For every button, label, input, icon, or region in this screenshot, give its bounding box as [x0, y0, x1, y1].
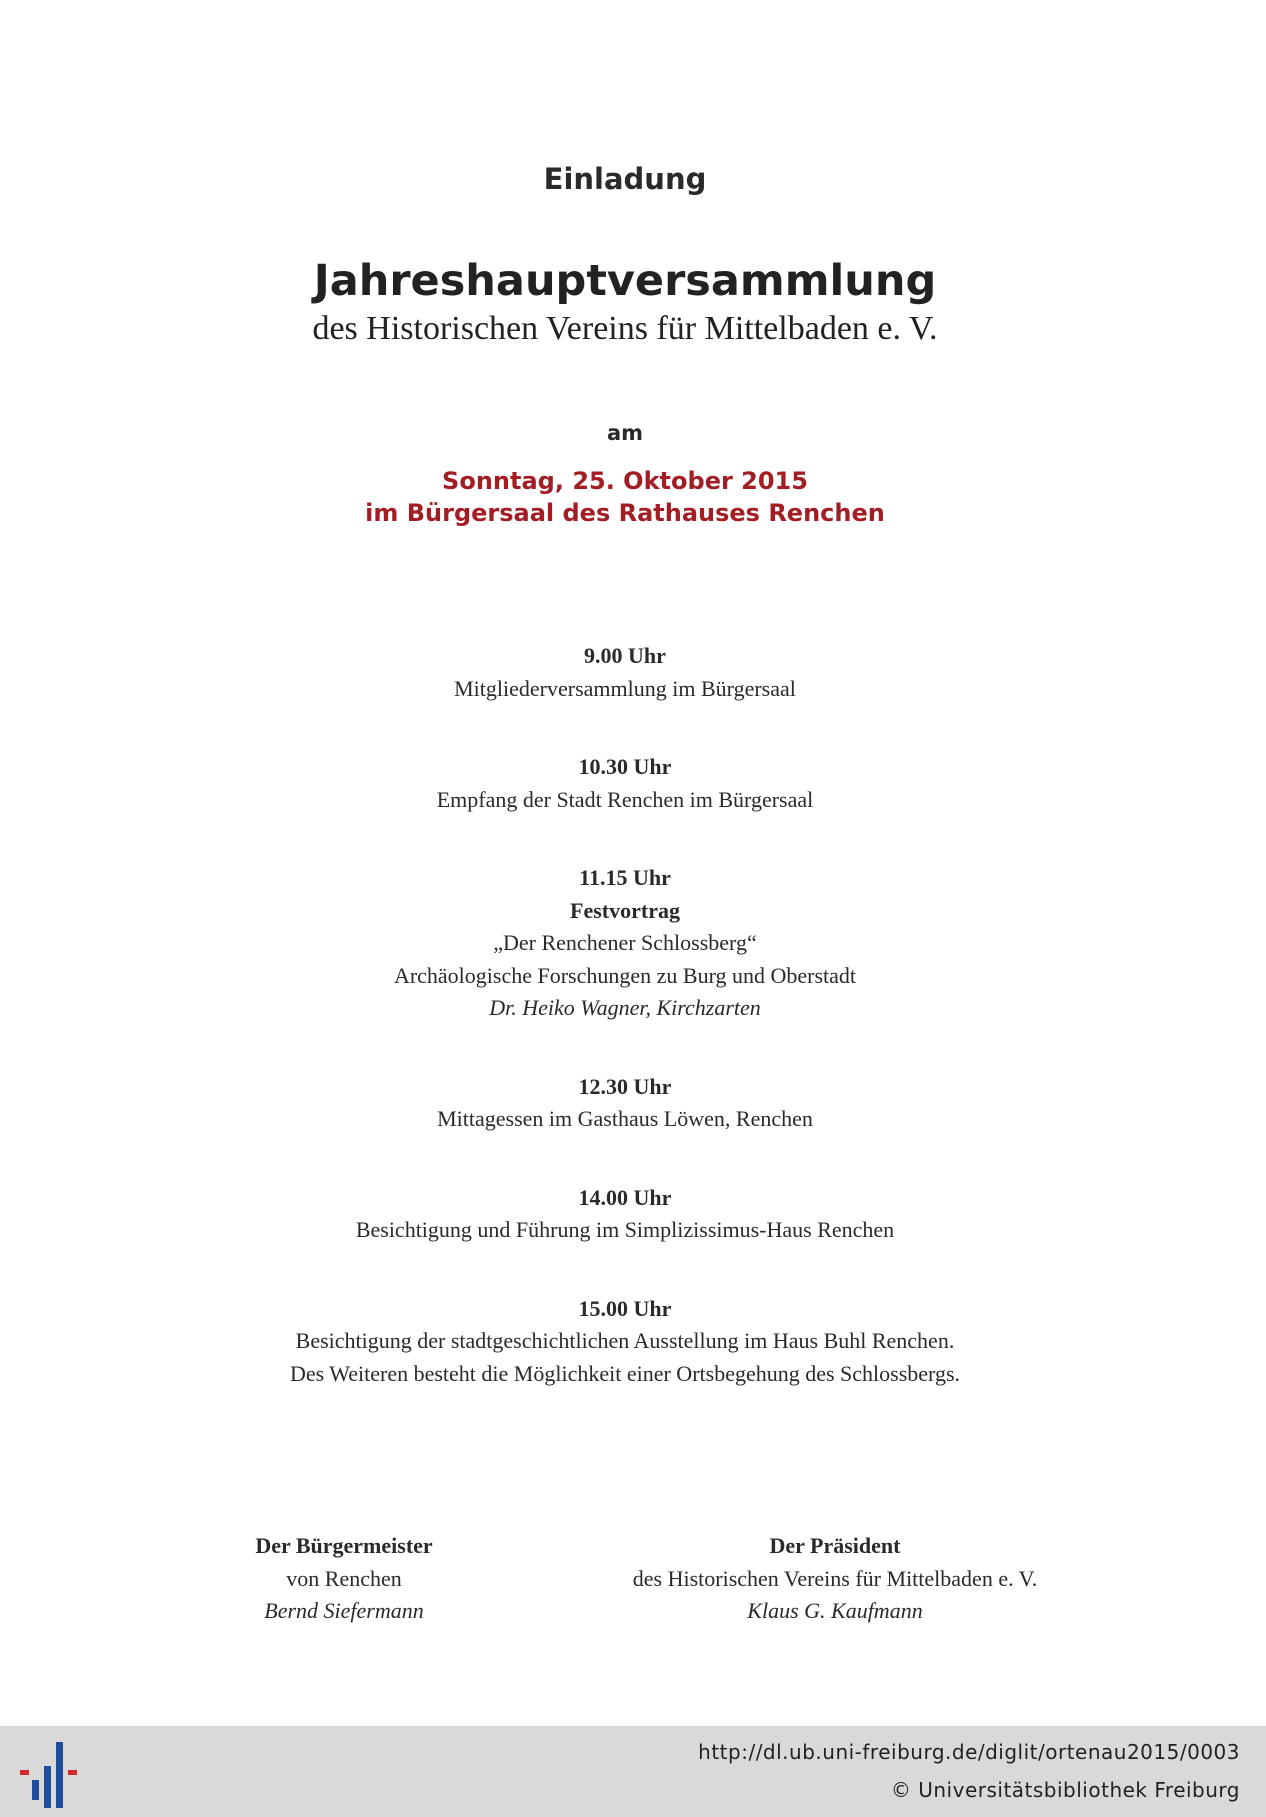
event-info — [0, 465, 1250, 529]
event-location: im Bürgersaal des Rathauses Renchen — [365, 499, 885, 527]
program-time: 14.00 Uhr — [578, 1184, 672, 1210]
program-text: Mittagessen im Gasthaus Löwen, Renchen — [437, 1106, 813, 1131]
program-item — [0, 640, 1250, 705]
signature-president — [560, 1530, 1110, 1628]
program-text: Besichtigung der stadtgeschichtlichen Ausstellung im Haus Buhl Renchen. — [295, 1328, 955, 1353]
program-speaker: Dr. Heiko Wagner, Kirchzarten — [489, 995, 761, 1020]
event-date: Sonntag, 25. Oktober 2015 — [442, 467, 808, 495]
program-item — [0, 751, 1250, 816]
signature-role: Der Präsident — [769, 1533, 901, 1558]
program-item — [0, 862, 1250, 1025]
program-item — [0, 1293, 1250, 1391]
program-time: 9.00 Uhr — [584, 643, 666, 668]
signature-name: Bernd Siefermann — [264, 1598, 424, 1623]
signature-name: Klaus G. Kaufmann — [747, 1598, 923, 1623]
program-heading: Festvortrag — [570, 897, 680, 923]
signature-role: Der Bürgermeister — [255, 1533, 433, 1558]
signature-org: von Renchen — [286, 1565, 402, 1591]
signature-org: des Historischen Vereins für Mittelbaden e. V. — [632, 1565, 1038, 1591]
program-time: 15.00 Uhr — [578, 1295, 672, 1321]
program-list — [0, 640, 1250, 1436]
program-time: 11.15 Uhr — [579, 865, 671, 890]
program-item — [0, 1071, 1250, 1136]
program-text: „Der Renchener Schlossberg“ — [493, 930, 757, 955]
footer-bar — [0, 1726, 1266, 1817]
am-label: am — [606, 421, 644, 445]
signature-mayor — [200, 1530, 488, 1628]
program-time: 12.30 Uhr — [578, 1073, 672, 1099]
program-text: Empfang der Stadt Renchen im Bürgersaal — [436, 786, 814, 812]
ub-freiburg-logo-icon — [18, 1736, 78, 1808]
footer-copyright: © Universitätsbibliothek Freiburg — [890, 1778, 1240, 1802]
page-title: Jahreshauptversammlung — [313, 256, 937, 306]
program-text: Archäologische Forschungen zu Burg und Oberstadt — [393, 962, 857, 988]
invitation-label: Einladung — [543, 162, 707, 196]
footer-url-link[interactable]: http://dl.ub.uni-freiburg.de/diglit/ortenau2015/0003 — [698, 1740, 1240, 1764]
program-text: Des Weiteren besteht die Möglichkeit einer Ortsbegehung des Schlossbergs. — [289, 1360, 961, 1386]
program-item — [0, 1182, 1250, 1247]
program-time: 10.30 Uhr — [578, 754, 672, 779]
program-text: Mitgliederversammlung im Bürgersaal — [454, 675, 796, 701]
page-subtitle: des Historischen Vereins für Mittelbaden e. V. — [312, 310, 938, 347]
program-text: Besichtigung und Führung im Simplizissimus-Haus Renchen — [355, 1217, 895, 1242]
